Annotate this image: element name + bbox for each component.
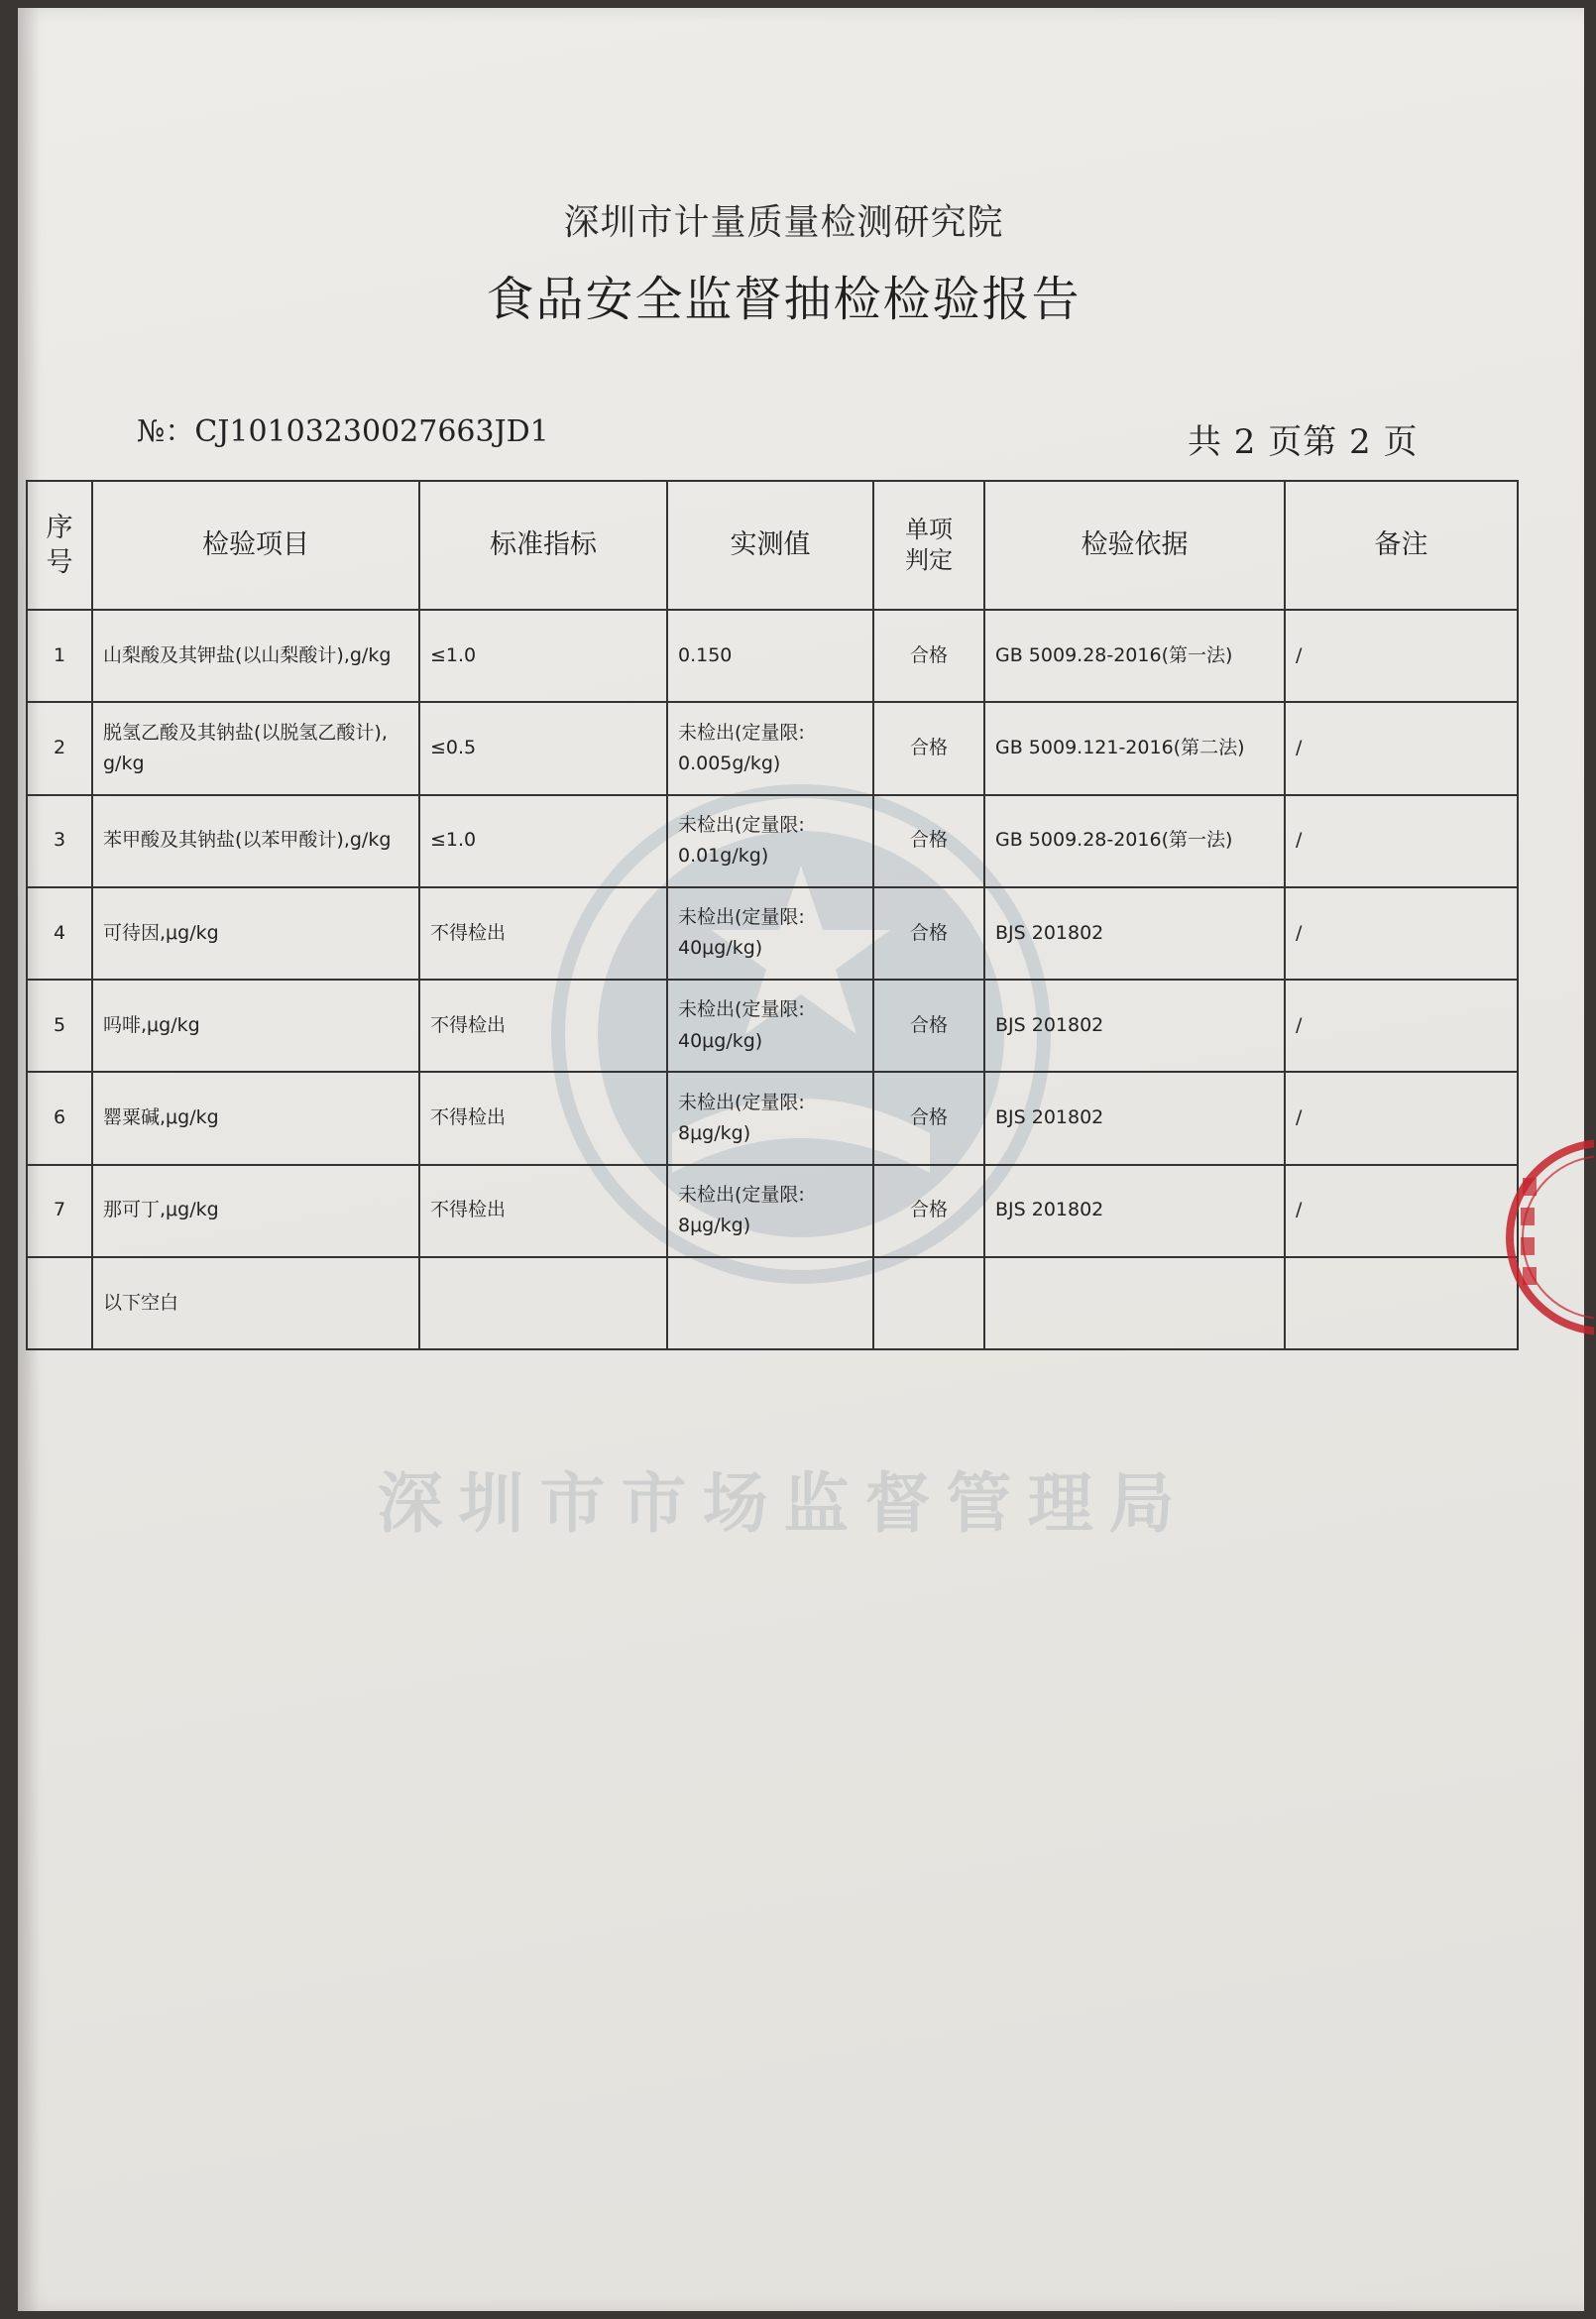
- header-seq: 序 号: [27, 481, 92, 610]
- table-row: [27, 1165, 1518, 1257]
- table-row: [27, 610, 1518, 702]
- inspection-table: [26, 480, 1519, 1350]
- cell-seq: 2: [27, 702, 92, 794]
- page-indicator: 共 2 页第 2 页: [1188, 422, 1419, 462]
- table-row: [27, 887, 1518, 980]
- table-row-blank: [27, 1257, 1518, 1349]
- table-header-row: [27, 481, 1518, 610]
- cell-method: GB 5009.28-2016(第一法): [984, 610, 1285, 702]
- table-row: [27, 795, 1518, 887]
- header-method: 检验依据: [984, 481, 1285, 610]
- cell-method: BJS 201802: [984, 887, 1285, 980]
- cell-remark: /: [1285, 1165, 1518, 1257]
- cell-item: 吗啡,μg/kg: [92, 980, 419, 1072]
- cell-method: GB 5009.121-2016(第二法): [984, 702, 1285, 794]
- cell-method: GB 5009.28-2016(第一法): [984, 795, 1285, 887]
- cell-verdict: 合格: [873, 1072, 984, 1164]
- header-item: 检验项目: [92, 481, 419, 610]
- header-remark: 备注: [1285, 481, 1518, 610]
- report-number: №：CJ10103230027663JD1: [137, 414, 549, 449]
- cell-seq: 1: [27, 610, 92, 702]
- cell-verdict: 合格: [873, 1165, 984, 1257]
- cell-verdict: 合格: [873, 610, 984, 702]
- cell-standard: ≤1.0: [419, 610, 667, 702]
- cell-standard: 不得检出: [419, 1072, 667, 1164]
- table-row: [27, 702, 1518, 794]
- cell-verdict: 合格: [873, 702, 984, 794]
- cell-seq: 7: [27, 1165, 92, 1257]
- cell-remark: /: [1285, 795, 1518, 887]
- cell-item: 那可丁,μg/kg: [92, 1165, 419, 1257]
- cell-measured: 未检出(定量限: 8μg/kg): [667, 1165, 873, 1257]
- cell-item: 苯甲酸及其钠盐(以苯甲酸计),g/kg: [92, 795, 419, 887]
- cell-verdict: 合格: [873, 887, 984, 980]
- table-row: [27, 1072, 1518, 1164]
- cell-method: BJS 201802: [984, 980, 1285, 1072]
- report-title: 食品安全监督抽检检验报告: [486, 272, 1082, 327]
- cell-measured: 未检出(定量限: 0.005g/kg): [667, 702, 873, 794]
- cell-seq: 6: [27, 1072, 92, 1164]
- cell-verdict: 合格: [873, 980, 984, 1072]
- cell-empty: [419, 1257, 667, 1349]
- cell-standard: 不得检出: [419, 1165, 667, 1257]
- cell-empty: [984, 1257, 1285, 1349]
- cell-measured: 未检出(定量限: 8μg/kg): [667, 1072, 873, 1164]
- cell-empty: [873, 1257, 984, 1349]
- cell-remark: /: [1285, 887, 1518, 980]
- cell-item: 山梨酸及其钾盐(以山梨酸计),g/kg: [92, 610, 419, 702]
- blank-note: 以下空白: [92, 1257, 419, 1349]
- cell-remark: /: [1285, 702, 1518, 794]
- table-row: [27, 980, 1518, 1072]
- authority-watermark: 深圳市市场监督管理局: [377, 1464, 1191, 1542]
- cell-measured: 0.150: [667, 610, 873, 702]
- organization-name: 深圳市计量质量检测研究院: [563, 202, 1004, 243]
- cell-item: 脱氢乙酸及其钠盐(以脱氢乙酸计), g/kg: [92, 702, 419, 794]
- cell-measured: 未检出(定量限: 40μg/kg): [667, 980, 873, 1072]
- cell-standard: ≤1.0: [419, 795, 667, 887]
- cell-standard: ≤0.5: [419, 702, 667, 794]
- cell-seq: 4: [27, 887, 92, 980]
- cell-measured: 未检出(定量限: 0.01g/kg): [667, 795, 873, 887]
- cell-standard: 不得检出: [419, 887, 667, 980]
- cell-remark: /: [1285, 1072, 1518, 1164]
- report-paper: [18, 8, 1584, 2311]
- cell-seq: [27, 1257, 92, 1349]
- cell-method: BJS 201802: [984, 1165, 1285, 1257]
- header-measured: 实测值: [667, 481, 873, 610]
- header-verdict: 单项 判定: [873, 481, 984, 610]
- cell-empty: [667, 1257, 873, 1349]
- cell-verdict: 合格: [873, 795, 984, 887]
- cell-method: BJS 201802: [984, 1072, 1285, 1164]
- header-standard: 标准指标: [419, 481, 667, 610]
- cell-remark: /: [1285, 610, 1518, 702]
- cell-empty: [1285, 1257, 1518, 1349]
- cell-seq: 3: [27, 795, 92, 887]
- cell-remark: /: [1285, 980, 1518, 1072]
- cell-standard: 不得检出: [419, 980, 667, 1072]
- cell-measured: 未检出(定量限: 40μg/kg): [667, 887, 873, 980]
- cell-item: 可待因,μg/kg: [92, 887, 419, 980]
- cell-seq: 5: [27, 980, 92, 1072]
- cell-item: 罂粟碱,μg/kg: [92, 1072, 419, 1164]
